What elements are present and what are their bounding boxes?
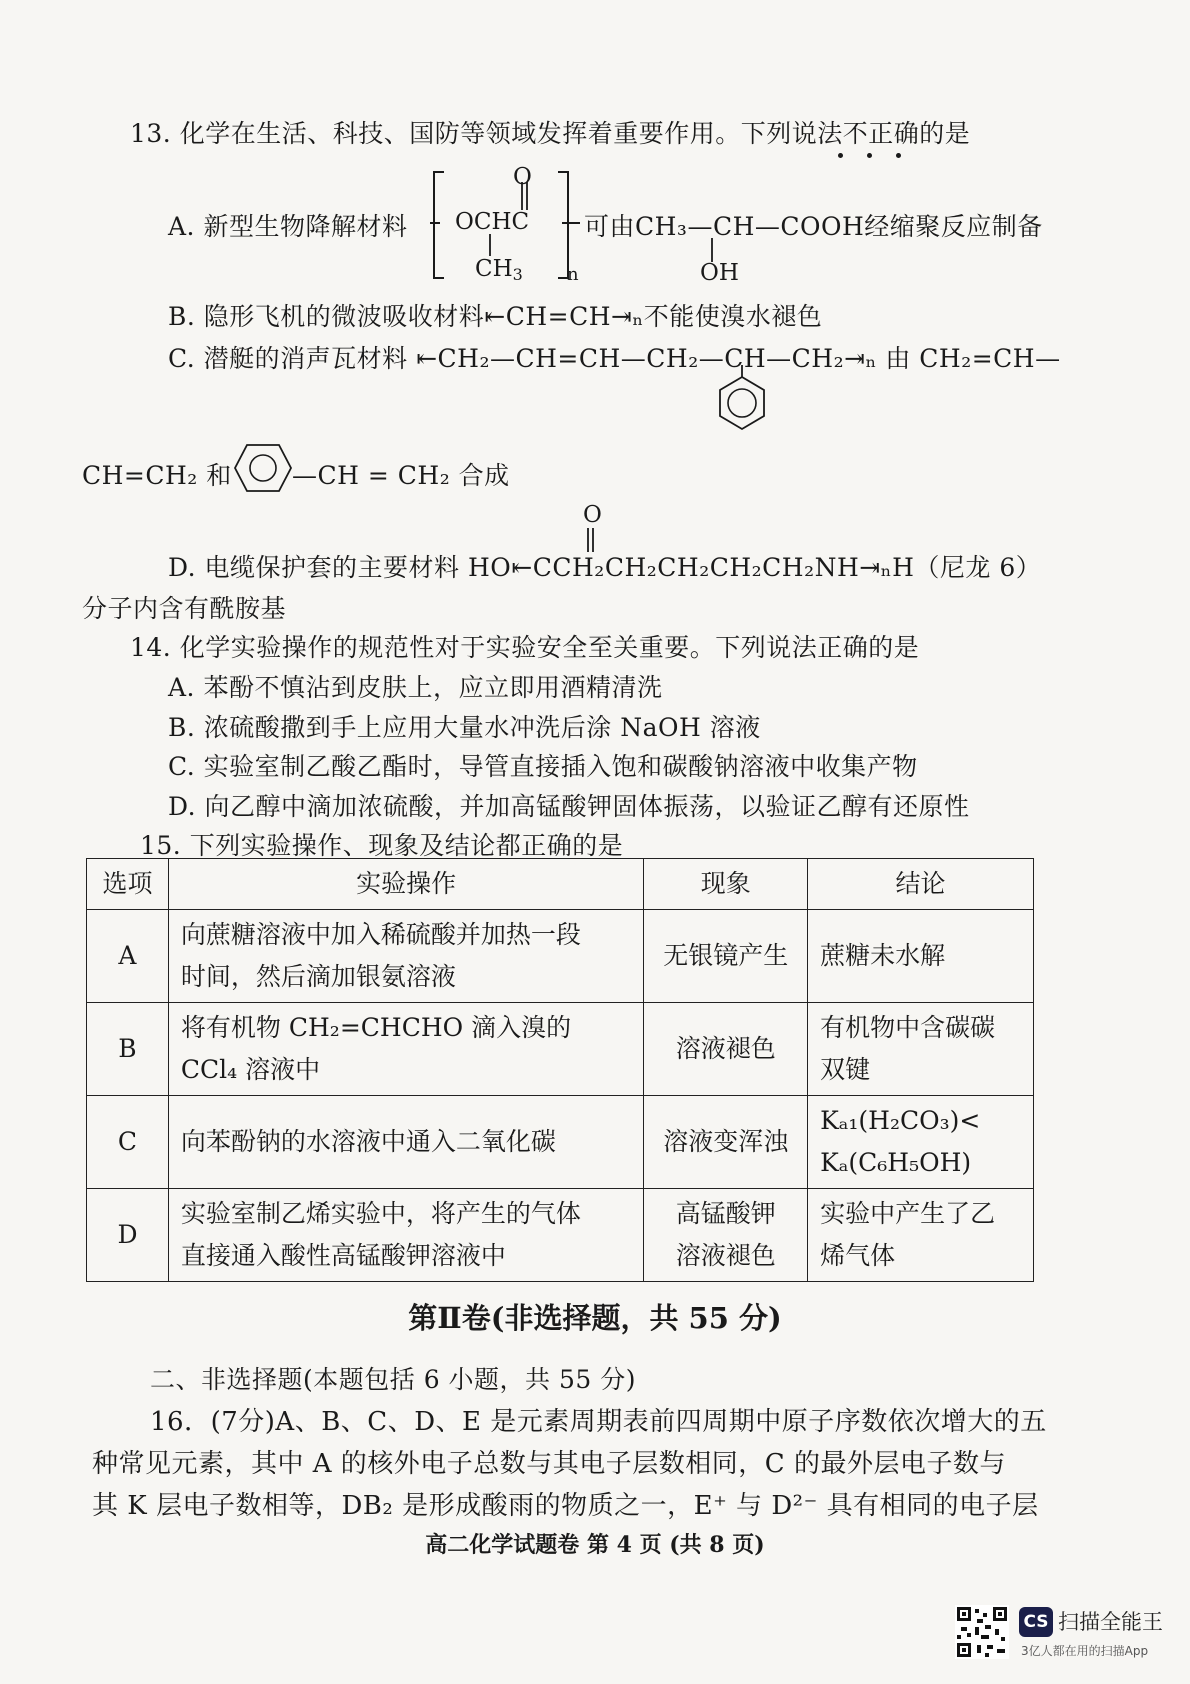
table-row [87,910,1034,1003]
row-conclusion: 有机物中含碳碳 双键 [808,1003,1034,1096]
row-phenomenon: 高锰酸钾 溶液褪色 [644,1189,808,1282]
methyl-group: $CH_3$ [475,256,523,284]
camscanner-logo-icon: CS [1019,1607,1053,1637]
carbonyl-oxygen: O [513,164,532,190]
section-title: 第Ⅱ卷(非选择题，共 55 分) [408,1301,782,1335]
scanner-brand: 扫描全能王 [1058,1610,1163,1634]
header-operation: 实验操作 [168,859,643,910]
row-operation: 将有机物 CH₂=CHCHO 滴入溴的 CCl₄ 溶液中 [168,1003,643,1096]
q13-stem: 13. 化学在生活、科技、国防等领域发挥着重要作用。下列说法不正确的是 [130,119,971,148]
q16-line3: 其 K 层电子数相等，DB₂ 是形成酸雨的物质之一，E⁺ 与 D²⁻ 具有相同的电子层 [92,1491,1039,1521]
row-option: A [87,910,169,1003]
header-conclusion: 结论 [808,859,1034,910]
row-operation: 实验室制乙烯实验中，将产生的气体 直接通入酸性高锰酸钾溶液中 [168,1189,643,1282]
q16-line2: 种常见元素，其中 A 的核外电子总数与其电子层数相同，C 的最外层电子数与 [92,1449,1006,1479]
q14-option-b: B. 浓硫酸撒到手上应用大量水冲洗后涂 NaOH 溶液 [168,713,761,742]
q13-option-d: D. 电缆保护套的主要材料 HO⇤CCH₂CH₂CH₂CH₂CH₂NH⇥ₙH（尼龙 6） [168,553,1042,582]
q16-line1: 16．(7分)A、B、C、D、E 是元素周期表前四周期中原子序数依次增大的五 [150,1407,1047,1437]
row-conclusion: 蔗糖未水解 [808,910,1034,1003]
row-operation: 向苯酚钠的水溶液中通入二氧化碳 [168,1096,643,1189]
section-heading: 二、非选择题(本题包括 6 小题，共 55 分) [150,1365,637,1394]
row-operation: 向蔗糖溶液中加入稀硫酸并加热一段 时间，然后滴加银氨溶液 [168,910,643,1003]
row-phenomenon: 无银镜产生 [644,910,808,1003]
table-row [87,1189,1034,1282]
qr-code-icon [955,1605,1009,1659]
row-option: D [87,1189,169,1282]
scanner-tagline: 3亿人都在用的扫描App [1021,1644,1149,1658]
q13-option-c-line2a: CH=CH₂ 和 [82,461,232,490]
poly-repeat-unit: OCHC [455,209,530,235]
oh-bond [710,238,714,262]
header-option: 选项 [87,859,169,910]
page-footer: 高二化学试题卷 第 4 页 (共 8 页) [425,1532,765,1558]
q13-option-b: B. 隐形飞机的微波吸收材料⇤CH=CH⇥ₙ不能使溴水褪色 [168,302,823,331]
row-phenomenon: 溶液褪色 [644,1003,808,1096]
benzene-ring-icon [712,365,772,435]
q15-stem: 15. 下列实验操作、现象及结论都正确的是 [140,831,624,860]
benzene-ring-icon [233,442,293,494]
q13-option-c-line1: C. 潜艇的消声瓦材料 ⇤CH₂—CH=CH—CH₂—CH—CH₂⇥ₙ 由 CH₂=CH— [168,344,1061,373]
emphasis-dots [838,143,925,162]
q13-option-d-cont: 分子内含有酰胺基 [82,594,287,623]
row-conclusion: Kₐ₁(H₂CO₃)< Kₐ(C₆H₅OH) [808,1096,1034,1189]
row-option: B [87,1003,169,1096]
row-option: C [87,1096,169,1189]
q13-option-c-line2b: —CH = CH₂ 合成 [292,461,510,490]
table-header-row [87,859,1034,910]
nylon-carbonyl-oxygen: O [583,502,602,528]
q13-option-a-suffix: 可由CH₃—CH—COOH经缩聚反应制备 [584,212,1043,241]
q14-option-a: A. 苯酚不慎沾到皮肤上，应立即用酒精清洗 [168,673,663,702]
hydroxyl-group: OH [700,260,739,286]
row-phenomenon: 溶液变浑浊 [644,1096,808,1189]
degree-n: n [567,264,579,285]
header-phenomenon: 现象 [644,859,808,910]
q14-option-c: C. 实验室制乙酸乙酯时，导管直接插入饱和碳酸钠溶液中收集产物 [168,752,918,781]
table-row [87,1096,1034,1189]
table-row [87,1003,1034,1096]
row-conclusion: 实验中产生了乙 烯气体 [808,1189,1034,1282]
q14-stem: 14. 化学实验操作的规范性对于实验安全至关重要。下列说法正确的是 [130,633,920,662]
q14-option-d: D. 向乙醇中滴加浓硫酸，并加高锰酸钾固体振荡，以验证乙醇有还原性 [168,792,970,821]
q13-option-a-prefix: A. 新型生物降解材料 [168,212,408,241]
experiment-table [86,858,1034,1282]
